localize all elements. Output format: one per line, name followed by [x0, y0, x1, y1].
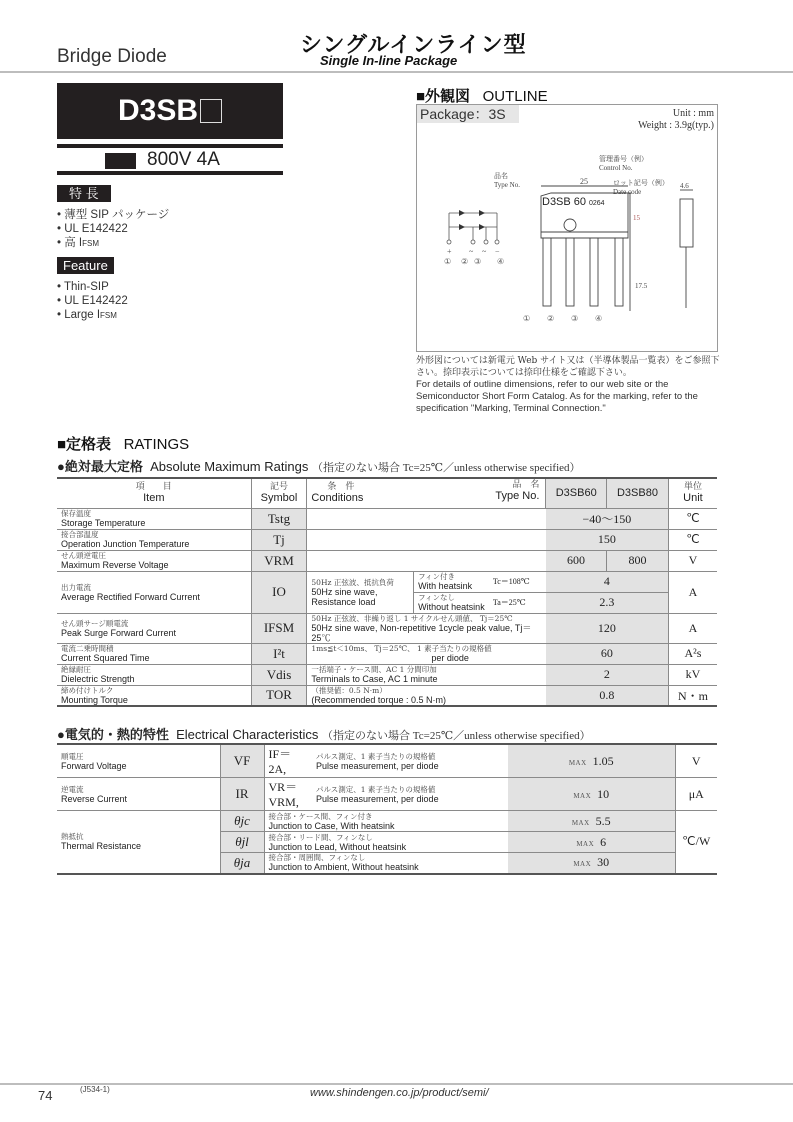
svg-text:15: 15 — [633, 214, 640, 222]
package-type-en: Single In-line Package — [320, 53, 458, 68]
features-jp-section — [57, 183, 169, 251]
placeholder-square-icon — [200, 99, 222, 123]
svg-text:Date code: Date code — [613, 188, 642, 196]
list-item: • Large IFSM — [57, 309, 117, 321]
outline-heading: ■外観図 OUTLINE — [416, 88, 548, 105]
ratings-heading: ■定格表 RATINGS — [57, 436, 190, 453]
part-number-box — [57, 83, 283, 139]
rating-tag-block — [105, 153, 136, 169]
svg-text:~: ~ — [469, 247, 474, 256]
svg-text:ロット記号（例）: ロット記号（例） — [613, 179, 669, 187]
table-row: θjl 接合部・リード間、フィンなし Junction to Lead, Without heatsink MAX 6 — [57, 832, 717, 853]
table-row: 接合部温度 Operation Junction Temperature Tj 150 ℃ — [57, 529, 717, 550]
package-type-jp: シングルインライン型 — [300, 32, 527, 57]
col-d3sb80: D3SB80 — [607, 478, 669, 508]
features-en-section — [57, 257, 128, 323]
table-row: 保存温度 Storage Temperature Tstg −40～150 ℃ — [57, 508, 717, 529]
svg-text:D3SB 60: D3SB 60 — [542, 196, 587, 208]
unit-weight: Unit : mm Weight : 3.9g(typ.) — [638, 108, 714, 131]
table-row: 締め付けトルク Mounting Torque TOR （推奨値：0.5 N·m） (Recommended torque : 0.5 N·m) 0.8 N・m — [57, 685, 717, 706]
features-en-label: Feature — [57, 257, 114, 274]
features-jp-label: 特 長 — [57, 185, 111, 202]
rating-bar-top — [57, 144, 283, 148]
product-category: Bridge Diode — [57, 46, 167, 67]
svg-text:0264: 0264 — [589, 200, 605, 207]
electrical-heading: ●電気的・熱的特性 Electrical Characteristics （指定のない場合 Tc=25℃／unless otherwise specified） — [57, 727, 591, 742]
outline-drawing — [417, 140, 715, 348]
svg-text:④: ④ — [497, 257, 505, 266]
table-row: 逆電流 Reverse Current IR VR＝VRM, パルス測定、1 素子当たりの規格値 Pulse measurement, per diode MAX 10 μA — [57, 778, 717, 811]
table-row: せん頭サージ順電流 Peak Surge Forward Current IFSM 50Hz 正弦波、非繰り返し 1 サイクルせん頭値、 Tj＝25℃ 50Hz sine wave, Non-repetitive 1cycle peak value, Tj＝25℃ 120 A — [57, 613, 717, 643]
svg-text:管理番号（例）: 管理番号（例） — [599, 155, 648, 163]
svg-text:①: ① — [444, 257, 452, 266]
svg-text:17.5: 17.5 — [635, 282, 648, 290]
package-label: Package：3S — [417, 105, 519, 123]
svg-text:−: − — [495, 247, 500, 256]
table-row: せん頭逆電圧 Maximum Reverse Voltage VRM 600 800 V — [57, 550, 717, 571]
svg-text:~: ~ — [482, 247, 487, 256]
col-conditions: 条 件 Conditions 品 名 Type No. — [307, 478, 546, 508]
col-symbol: 記号 Symbol — [251, 478, 307, 508]
svg-text:4.6: 4.6 — [680, 182, 689, 190]
list-item: • 高 IFSM — [57, 237, 100, 249]
rating-bar-bottom — [57, 171, 283, 175]
table-header-row — [57, 478, 717, 508]
svg-text:Type No.: Type No. — [494, 181, 520, 189]
svg-text:+: + — [447, 247, 452, 256]
svg-text:④: ④ — [595, 314, 603, 323]
ratings-table — [57, 477, 717, 707]
abs-max-heading: ●絶対最大定格 Absolute Maximum Ratings （指定のない場合 Tc=25℃／unless otherwise specified） — [57, 459, 581, 474]
table-row: 順電圧 Forward Voltage VF IF＝2A, パルス測定、1 素子当たりの規格値 Pulse measurement, per diode MAX 1.05 V — [57, 744, 717, 778]
list-item: • 薄型 SIP パッケージ — [57, 209, 170, 221]
svg-text:②: ② — [461, 257, 469, 266]
header-divider — [0, 71, 793, 73]
table-row: 熱抵抗 Thermal Resistance θjc 接合部・ケース間、フィン付き Junction to Case, With heatsink MAX 5.5 ℃/W — [57, 811, 717, 832]
part-number: D3SB — [117, 94, 199, 127]
svg-text:②: ② — [547, 314, 555, 323]
rating-summary: 800V 4A — [147, 149, 220, 170]
features-en-list — [57, 280, 128, 323]
outline-note — [416, 355, 726, 415]
doc-code: (J534-1) — [80, 1085, 110, 1094]
website-link[interactable]: www.shindengen.co.jp/product/semi/ — [310, 1087, 489, 1099]
table-row: 出力電流 Average Rectified Forward Current IO 50Hz 正弦波、抵抗負荷 50Hz sine wave, Resistance load フィン付き With heatsink Tc＝108℃ 4 A — [57, 571, 717, 592]
table-row: θja 接合部・周囲間、フィンなし Junction to Ambient, Without heatsink MAX 30 — [57, 853, 717, 874]
col-unit: 単位 Unit — [668, 478, 717, 508]
svg-text:③: ③ — [474, 257, 482, 266]
page-number: 74 — [38, 1088, 53, 1103]
svg-text:③: ③ — [571, 314, 579, 323]
table-row: 絶縁耐圧 Dielectric Strength Vdis 一括端子・ケース間、AC 1 分間印加 Terminals to Case, AC 1 minute 2 kV — [57, 664, 717, 685]
list-item: • Thin-SIP — [57, 281, 109, 293]
outline-note-jp: 外形図については新電元 Web サイト又は（半導体製品一覧表）をご参照下さい。捺印表示については捺印仕様をご確認下さい。 — [416, 356, 720, 378]
col-item: 項 目 Item — [57, 478, 251, 508]
outline-note-en: For details of outline dimensions, refer to our web site or the Semiconductor Short Form Catalog. As for the marking, refer to the specification "Marking, Terminal Connection." — [416, 379, 698, 414]
table-row: フィンなし Without heatsink Ta＝25℃ 2.3 — [57, 592, 717, 613]
list-item: • UL E142422 — [57, 223, 128, 235]
footer-divider — [0, 1083, 793, 1085]
features-jp-list — [57, 208, 169, 251]
svg-text:Control No.: Control No. — [599, 164, 633, 172]
svg-text:25: 25 — [580, 177, 588, 186]
table-row: 電流二乗時間積 Current Squared Time I²t 1ms≦t＜10ms、 Tj＝25℃、 1 素子当たりの規格値 per diode 60 A²s — [57, 643, 717, 664]
list-item: • UL E142422 — [57, 295, 128, 307]
svg-text:①: ① — [523, 314, 531, 323]
svg-text:品名: 品名 — [494, 172, 508, 180]
col-d3sb60: D3SB60 — [546, 478, 607, 508]
bridge-circuit-icon — [447, 213, 499, 244]
electrical-table — [57, 743, 717, 875]
